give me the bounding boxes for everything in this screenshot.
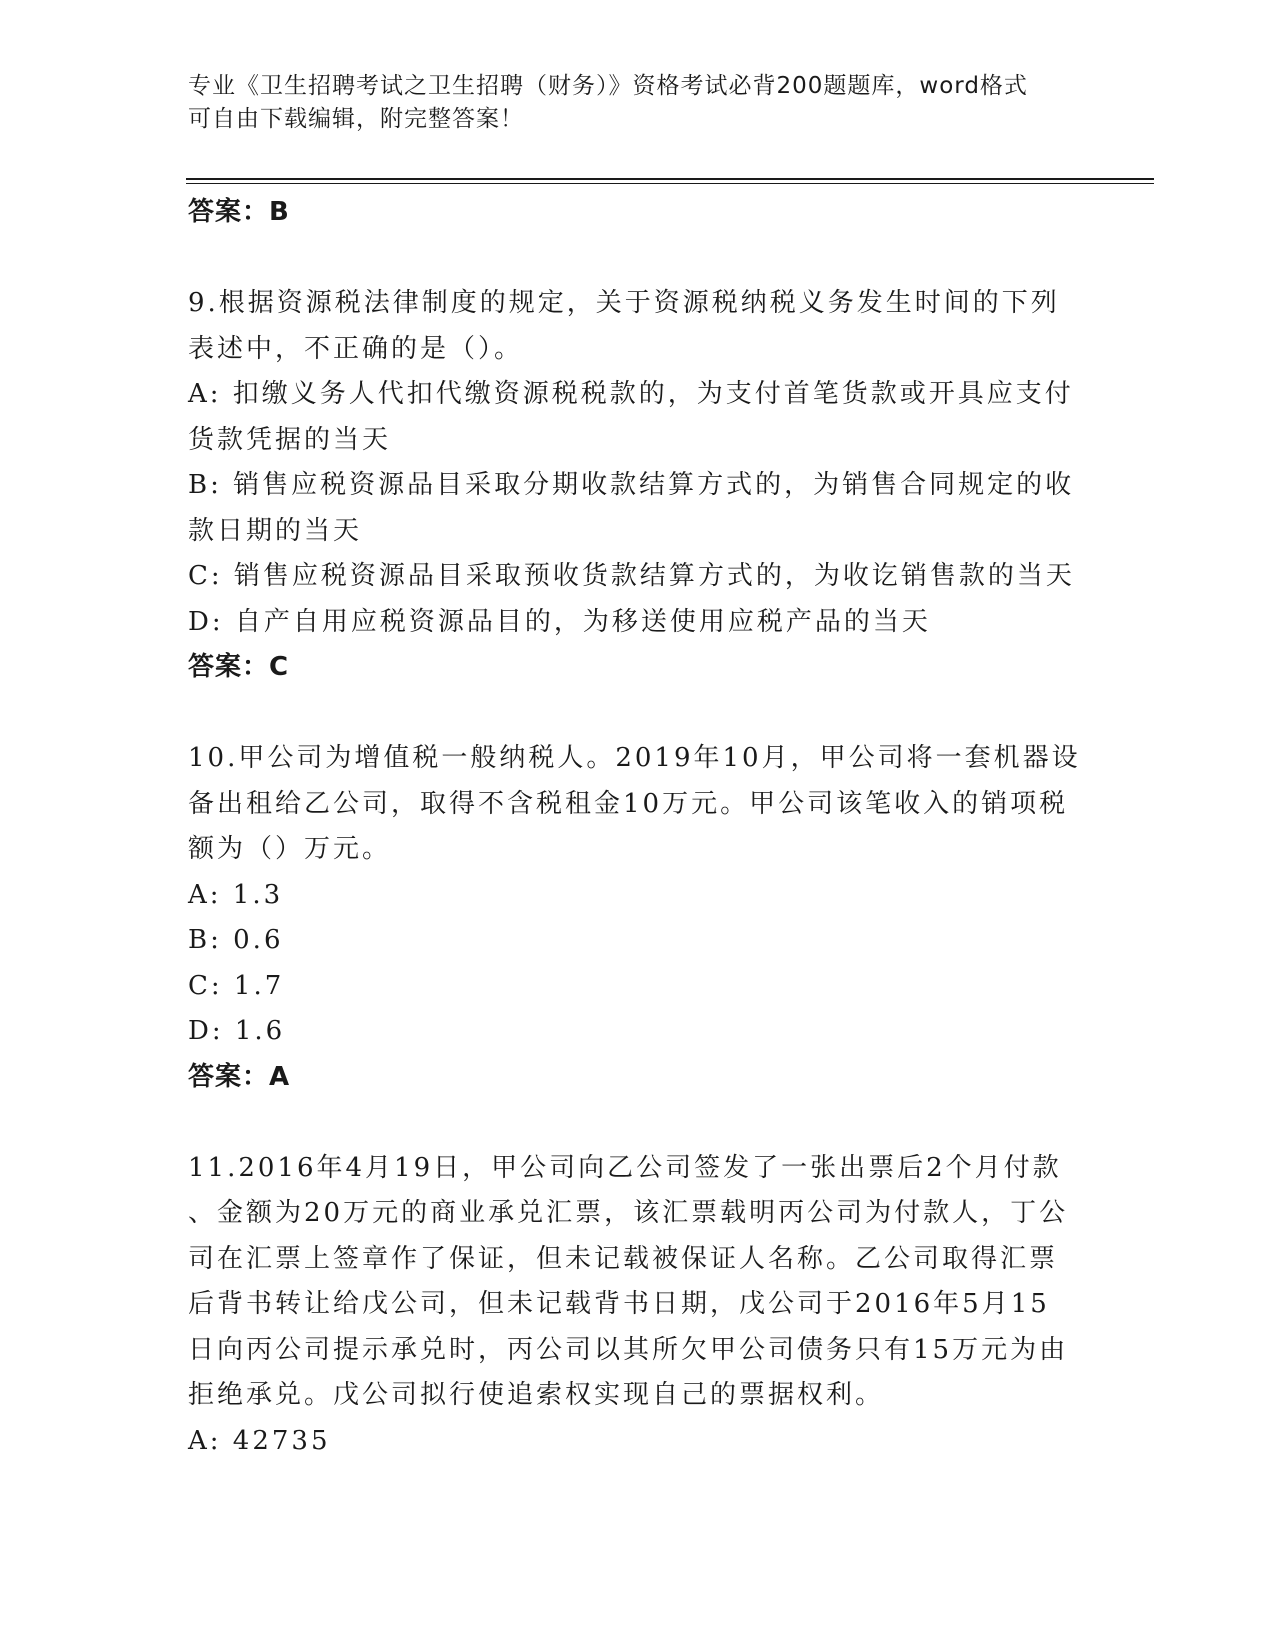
question-9-stem-line-2: 表述中，不正确的是（）。: [188, 333, 524, 364]
header-line-1: 专业《卫生招聘考试之卫生招聘（财务）》资格考试必背200题题库，word格式: [188, 73, 1028, 99]
question-9-option-d: D: 自产自用应税资源品目的，为移送使用应税产品的当天: [188, 606, 931, 637]
question-10-answer: 答案：A: [188, 1061, 291, 1092]
question-9-stem-line-1: 9.根据资源税法律制度的规定，关于资源税纳税义务发生时间的下列: [188, 288, 1060, 318]
question-11-stem-line-3: 司在汇票上签章作了保证，但未记载被保证人名称。乙公司取得汇票: [188, 1243, 1059, 1274]
question-10-option-c: C: 1.7: [188, 970, 285, 1001]
question-9: [188, 281, 1088, 691]
question-9-option-a-line-2: 货款凭据的当天: [188, 424, 392, 455]
question-11-stem-line-5: 日向丙公司提示承兑时，丙公司以其所欠甲公司债务只有15万元为由: [188, 1334, 1069, 1365]
document-body: [188, 190, 1088, 1464]
question-11-stem-line-2: 、金额为20万元的商业承兑汇票，该汇票载明丙公司为付款人，丁公: [188, 1198, 1069, 1228]
question-11-option-a: A: 42735: [188, 1425, 331, 1456]
question-10-option-d: D: 1.6: [188, 1016, 286, 1046]
question-11-stem-line-6: 拒绝承兑。戊公司拟行使追索权实现自己的票据权利。: [188, 1380, 885, 1410]
header-rule-thin: [186, 183, 1154, 184]
spacer: [188, 1100, 1088, 1146]
question-11-stem-line-1: 11.2016年4月19日，甲公司向乙公司签发了一张出票后2个月付款: [188, 1152, 1062, 1183]
question-10-option-b: B: 0.6: [188, 925, 284, 955]
question-10: [188, 736, 1088, 1100]
question-10-stem-line-1: 10.甲公司为增值税一般纳税人。2019年10月，甲公司将一套机器设: [188, 743, 1081, 773]
spacer: [188, 236, 1088, 282]
question-10-stem-line-2: 备出租给乙公司，取得不含税租金10万元。甲公司该笔收入的销项税: [188, 788, 1069, 819]
question-10-stem-line-3: 额为（）万元。: [188, 834, 392, 864]
question-11-stem-line-4: 后背书转让给戊公司，但未记载背书日期，戊公司于2016年5月15: [188, 1289, 1050, 1319]
answer-previous-question: 答案：B: [188, 197, 290, 227]
question-9-option-c: C: 销售应税资源品目采取预收货款结算方式的，为收讫销售款的当天: [188, 561, 1075, 591]
question-9-answer: 答案：C: [188, 652, 290, 682]
question-11: [188, 1146, 1088, 1465]
question-9-option-b-line-1: B: 销售应税资源品目采取分期收款结算方式的，为销售合同规定的收: [188, 470, 1075, 500]
header-line-2: 可自由下载编辑，附完整答案！: [188, 106, 524, 132]
page-header: [188, 70, 1088, 136]
spacer: [188, 691, 1088, 737]
header-rule-thick: [186, 178, 1154, 180]
question-9-option-b-line-2: 款日期的当天: [188, 515, 363, 546]
question-10-option-a: A: 1.3: [188, 879, 284, 910]
question-9-option-a-line-1: A: 扣缴义务人代扣代缴资源税税款的，为支付首笔货款或开具应支付: [188, 379, 1074, 409]
